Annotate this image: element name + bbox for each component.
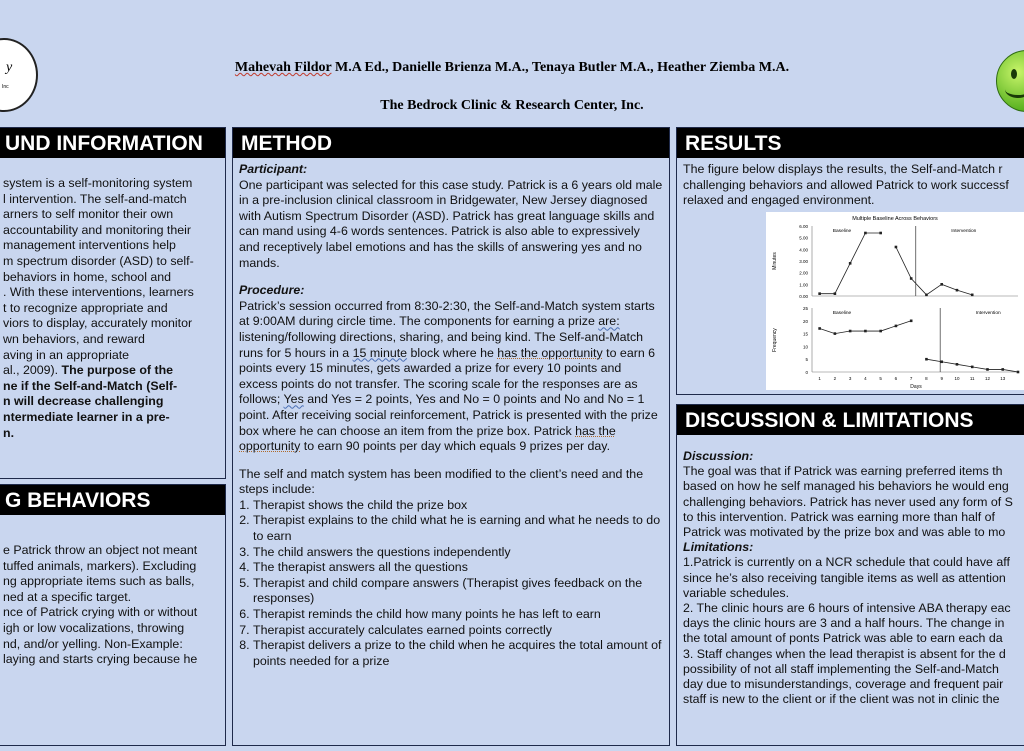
x-tick-label: 10 <box>954 376 960 381</box>
x-tick-label: 1 <box>818 376 821 381</box>
data-point-intervention <box>1017 371 1020 374</box>
list-item: 8. Therapist delivers a prize to the child when he acquires the total amount of points needed for a prize <box>253 638 663 669</box>
data-point-baseline <box>834 332 837 335</box>
data-point-baseline <box>864 330 867 333</box>
data-point-intervention <box>1001 368 1004 371</box>
list-item: 2. Therapist explains to the child what he is earning and what he needs to do to earn <box>253 513 663 544</box>
data-point-baseline <box>849 262 852 265</box>
y-tick-label: 2.00 <box>799 270 808 276</box>
data-point-baseline <box>849 330 852 333</box>
discussion-text: Discussion: The goal was that if Patrick was earning preferred items th based on how he self managed his behaviors he would eng challenging behaviors. Patrick has never used any form of S to this intervention. Patrick was earning more than half of Patrick was motivated by the prize box and was able to mo Limitations: 1.Patrick is currently on a NCR schedule that could have aff since he’s also receiving tangible items as well as attention variable schedules. 2. The clinic hours are 6 hours of intensive ABA therapy eac days the clinic hours are 3 and a half hours. The change in the total amount of ponts Patrick was able to earn each da 3. Staff changes when the lead therapist is absent for the d possibility of not all staff implementing the Self-and-Match day due to misunderstandings, coverage and frequent pair staff is new to the client or if the client was not in clinic the <box>683 449 1013 707</box>
background-header: UND INFORMATION <box>0 128 225 158</box>
discussion-section <box>676 404 1024 746</box>
y-axis-label: Minutes <box>772 252 778 270</box>
data-point-baseline <box>834 292 837 295</box>
data-point-intervention <box>956 363 959 366</box>
x-axis-label: Days <box>910 384 922 390</box>
data-point-baseline <box>879 330 882 333</box>
organization: The Bedrock Clinic & Research Center, Inc. <box>380 98 644 113</box>
data-point-intervention <box>971 294 974 297</box>
behaviors-text: e Patrick throw an object not meant tuffed animals, markers). Excluding ng appropriate items such as balls, ned at a specific target. nce of Patrick crying with or without igh or low vocalizations, throwing nd, and/or yelling. Non-Example: laying and starts crying because he <box>3 543 198 667</box>
y-tick-label: 6.00 <box>799 224 808 229</box>
x-tick-label: 9 <box>940 376 943 381</box>
data-point-baseline <box>895 325 898 328</box>
y-tick-label: 25 <box>802 306 808 311</box>
list-item: 1. Therapist shows the child the prize box <box>253 498 663 514</box>
steps-list <box>239 498 663 670</box>
procedure-text: Patrick’s session occurred from 8:30-2:30, the Self-and-Match system starts at 9:00AM during circle time. The components for earning a prize are: listening/following directions, sharing, and being kind. The Self-and-Match runs for 5 hours in a 15 minute block where he has the opportunity to earn 6 points every 15 minutes, gets awarded a prize for every 10 points and excess points do not transfer. The scoring scale for the responses are as follows; Yes and Yes = 2 points, Yes and No = 0 points and No and No = 1 point. After receiving social reinforcement, Patrick is presented with the prize box where he can choose an item from the prize box. Patrick has the opportunity to earn 90 points per day which equals 9 prizes per day. <box>239 298 658 454</box>
data-point-baseline <box>864 232 867 235</box>
series-line-intervention <box>896 247 972 295</box>
list-item: 4. The therapist answers all the questions <box>253 560 663 576</box>
method-header: METHOD <box>233 128 669 158</box>
data-point-baseline <box>879 232 882 235</box>
x-tick-label: 3 <box>848 376 852 381</box>
phase-label-baseline: Baseline <box>832 229 852 234</box>
y-tick-label: 0.00 <box>799 294 808 299</box>
data-point-intervention <box>940 360 943 363</box>
multiple-baseline-chart <box>766 212 1024 390</box>
list-item: 7. Therapist accurately calculates earned points correctly <box>253 623 663 639</box>
behaviors-header: G BEHAVIORS <box>0 485 225 515</box>
data-point-intervention <box>956 289 959 292</box>
y-tick-label: 1.00 <box>799 282 808 288</box>
participant-text: One participant was selected for this case study. Patrick is a 6 years old male in a pre-inclusion clinical classroom in Bridgewater, New Jersey diagnosed with Autism Spectrum Disorder (ASD). Patrick has great language skills and can mand using 4-6 words sentences. Patrick is also able to expressively and receptively label emotions and has the skills of answering yes and no mands. <box>239 177 663 270</box>
y-axis-label: Frequency <box>772 328 778 352</box>
phase-label-baseline: Baseline <box>832 311 852 316</box>
data-point-baseline <box>818 327 821 330</box>
phase-label-intervention: Intervention <box>975 311 1001 316</box>
results-chart <box>766 212 1024 390</box>
authors: Mahevah Fildor M.A Ed., Danielle Brienza M.A., Tenaya Butler M.A., Heather Ziemba M.A. <box>234 60 790 75</box>
behaviors-section <box>0 484 226 746</box>
y-tick-label: 20 <box>802 318 808 324</box>
x-tick-label: 13 <box>1000 376 1006 381</box>
x-tick-label: 4 <box>864 376 867 381</box>
list-item: 5. Therapist and child compare answers (Therapist gives feedback on the responses) <box>253 576 663 607</box>
list-item: 3. The child answers the questions independently <box>253 545 663 561</box>
x-tick-label: 2 <box>833 376 837 381</box>
x-tick-label: 5 <box>879 376 882 381</box>
data-point-intervention <box>925 294 928 297</box>
data-point-intervention <box>986 368 989 371</box>
data-point-intervention <box>940 283 943 286</box>
x-tick-label: 11 <box>969 376 975 381</box>
y-tick-label: 4.00 <box>799 247 808 253</box>
discussion-header: DISCUSSION & LIMITATIONS <box>677 405 1024 435</box>
y-tick-label: 15 <box>802 331 808 337</box>
data-point-intervention <box>971 366 974 369</box>
phase-label-intervention: Intervention <box>951 229 977 234</box>
x-tick-label: 12 <box>984 376 990 381</box>
results-header: RESULTS <box>677 128 1024 158</box>
y-tick-label: 10 <box>802 344 808 350</box>
y-tick-label: 0 <box>805 370 808 375</box>
data-point-intervention <box>910 277 913 280</box>
method-section <box>232 127 670 746</box>
list-item: 6. Therapist reminds the child how many points he has left to earn <box>253 607 663 623</box>
data-point-intervention <box>925 358 928 361</box>
y-tick-label: 5 <box>805 357 808 363</box>
x-tick-label: 6 <box>894 376 898 381</box>
results-text: The figure below displays the results, the Self-and-Match r challenging behaviors and allowed Patrick to work successf relaxed and engaged environment. <box>683 162 1009 208</box>
y-tick-label: 3.00 <box>799 259 808 264</box>
background-text: system is a self-monitoring system l intervention. The self-and-match arners to self monitor their own accountability and monitoring their management interventions help m spectrum disorder (ASD) to self- behaviors in home, school and . With these interventions, learners t to recognize appropriate and viors to display, accurately monitor wn behaviors, and reward aving in an appropriate al., 2009). The purpose of the ne if the Self-and-Match (Self- n will decrease challenging ntermediate learner in a pre- n. <box>3 176 194 440</box>
x-tick-label: 8 <box>925 376 928 381</box>
chart-title: Multiple Baseline Across Behaviors <box>852 216 938 222</box>
background-section <box>0 127 226 479</box>
y-tick-label: 5.00 <box>799 235 808 241</box>
method-text: Participant: One participant was selected for this case study. Patrick is a 6 years old male in a pre-inclusion clinical classroom in Bridgewater, New Jersey diagnosed with Autism Spectrum Disorder (ASD). Patrick has great language skills and can mand using 4-6 words sentences. Patrick is also able to expressively and receptively label emotions and has the skills of answering yes and no mands. Procedure: Patrick’s session occurred from 8:30-2:30, the Self-and-Match system starts at 9:00AM during circle time. The components for earning a prize are: listening/following directions, sharing, and being kind. The Self-and-Match runs for 5 hours in a 15 minute block where he has the opportunity to earn 6 points every 15 minutes, gets awarded a prize for every 10 points and excess points do not transfer. The scoring scale for the responses are as follows; Yes and Yes = 2 points, Yes and No = 0 points and No and No = 1 point. After receiving social reinforcement, Patrick is presented with the prize box where he can choose an item from the prize box. Patrick has the opportunity to earn 90 points per day which equals 9 prizes per day. The self and match system has been modified to the client’s need and the steps include: 1. Therapist shows the child the prize box 2. Therapist explains to the child what he is earning and what he needs to do to earn 3. The child answers the questions independently 4. The therapist answers all the questions 5. Therapist and child compare answers (Therapist gives feedback on the responses) 6. Therapist reminds the child how many points he has left to earn 7. Therapist accurately calculates earned points correctly 8. Therapist delivers a prize to the child when he acquires the total amount of points needed for a prize <box>233 158 669 669</box>
data-point-baseline <box>818 292 821 295</box>
clinic-logo: y Inc <box>0 38 38 112</box>
x-tick-label: 7 <box>909 376 913 381</box>
data-point-intervention <box>895 246 898 249</box>
data-point-baseline <box>910 320 913 323</box>
